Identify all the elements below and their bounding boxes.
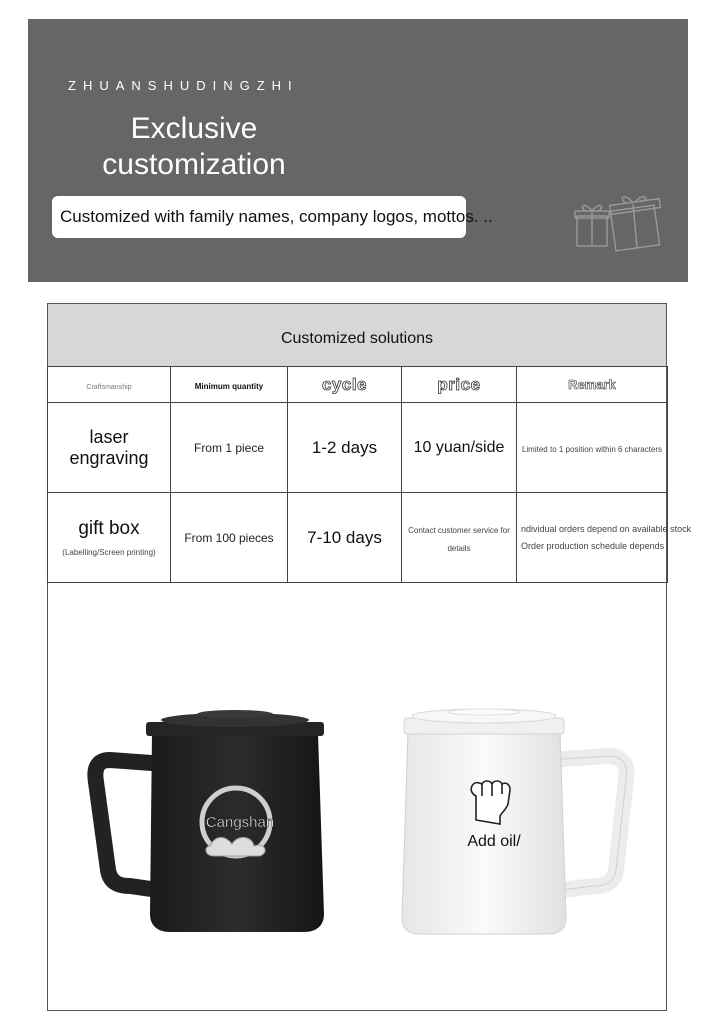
price-value: Contact customer service for details bbox=[408, 525, 510, 553]
price-cell bbox=[402, 403, 517, 493]
black-mug-text: Cangshan bbox=[205, 814, 275, 831]
craft-cell bbox=[48, 493, 171, 583]
header-minimum-quantity-label: Minimum quantity bbox=[194, 381, 264, 391]
header-remark-label: Remark bbox=[568, 376, 616, 392]
craft-name: gift box bbox=[78, 518, 140, 539]
cycle-value: 7-10 days bbox=[307, 527, 382, 547]
header-craftsmanship-label: Craftsmanship bbox=[86, 383, 132, 391]
quantity-cell bbox=[171, 403, 288, 493]
quantity-value: From 100 pieces bbox=[184, 530, 274, 545]
craft-name: laser engraving bbox=[69, 426, 149, 468]
gift-box-icon bbox=[573, 194, 673, 256]
header-remark bbox=[517, 367, 668, 403]
mug-showcase bbox=[48, 584, 666, 1010]
header-minimum-quantity bbox=[171, 367, 288, 403]
header-cycle-label: cycle bbox=[321, 374, 368, 394]
quantity-value: From 1 piece bbox=[193, 440, 265, 455]
table-heading: Customized solutions bbox=[48, 304, 666, 367]
customization-panel bbox=[47, 303, 692, 1011]
spec-table bbox=[47, 366, 692, 583]
table-header-row bbox=[48, 367, 668, 403]
craft-note: (Labelling/Screen printing) bbox=[62, 548, 156, 557]
header-price-label: price bbox=[437, 374, 481, 394]
header-banner bbox=[28, 19, 688, 282]
title-line-1: Exclusive bbox=[130, 112, 258, 145]
quantity-cell bbox=[171, 493, 288, 583]
table-row bbox=[48, 493, 668, 583]
header-price bbox=[402, 367, 517, 403]
white-mug-text: Add oil/ bbox=[467, 833, 521, 850]
brand-name: ZHUANSHUDINGZHI bbox=[68, 78, 299, 93]
remark-line-1: ndividual orders depend on available stock bbox=[521, 523, 692, 534]
title-line-2: customization bbox=[102, 148, 286, 181]
white-mug bbox=[402, 709, 626, 934]
banner-title bbox=[78, 111, 310, 183]
table-row bbox=[48, 403, 668, 493]
craft-cell bbox=[48, 403, 171, 493]
header-cycle bbox=[288, 367, 402, 403]
header-craftsmanship bbox=[48, 367, 171, 403]
cycle-cell bbox=[288, 493, 402, 583]
tagline-box: Customized with family names, company logos, mottos. .. bbox=[52, 196, 466, 238]
remark-line-2: Order production schedule depends bbox=[521, 540, 665, 551]
price-value: 10 yuan/side bbox=[413, 438, 505, 456]
remark-value: Limited to 1 position within 6 characters bbox=[521, 444, 663, 454]
cycle-cell bbox=[288, 403, 402, 493]
remark-cell bbox=[517, 403, 668, 493]
remark-cell bbox=[517, 493, 692, 583]
cycle-value: 1-2 days bbox=[311, 437, 378, 457]
price-cell bbox=[402, 493, 517, 583]
black-mug bbox=[95, 710, 324, 932]
